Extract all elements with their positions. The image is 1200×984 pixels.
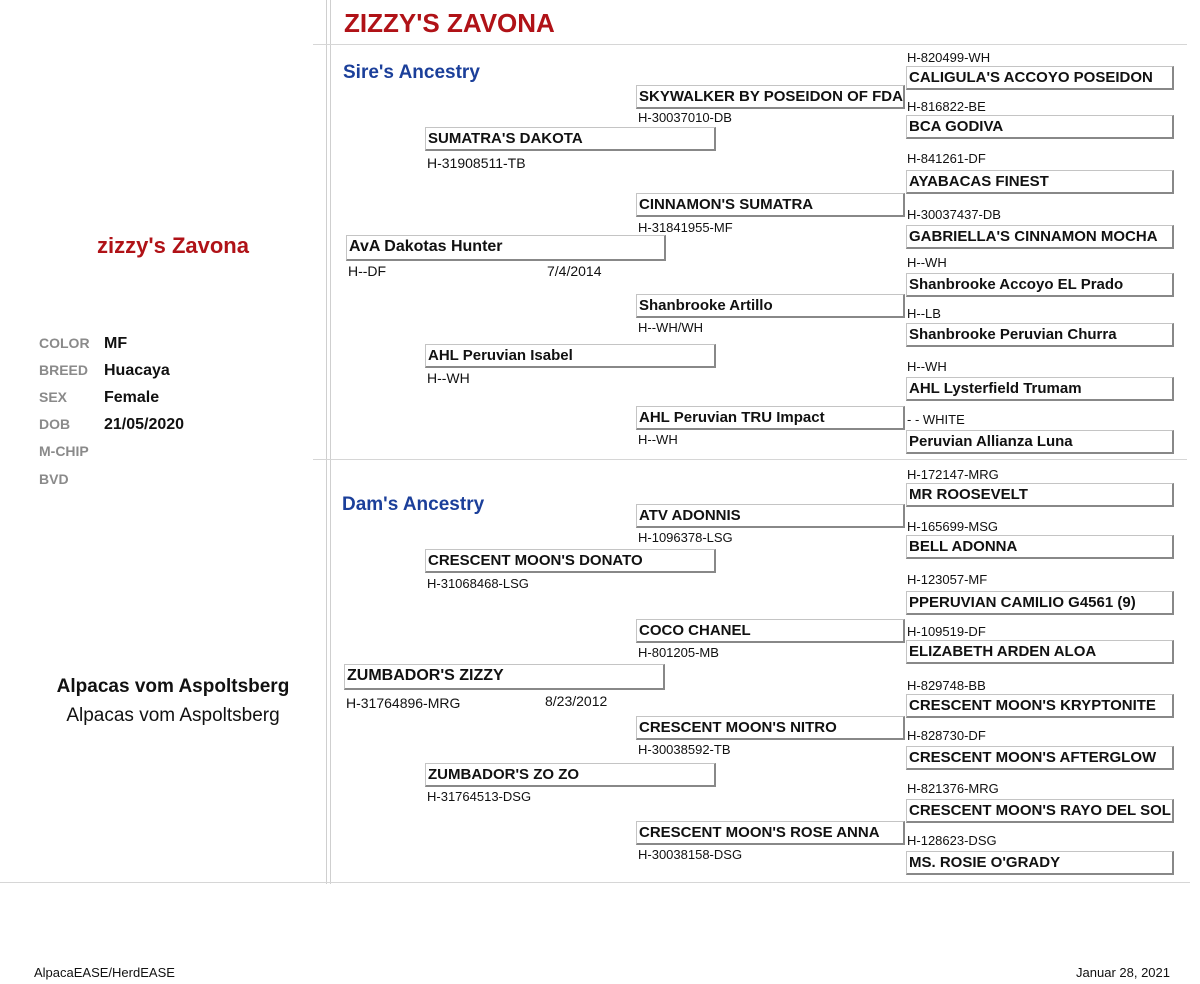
ancestor-box: MS. ROSIE O'GRADY — [906, 851, 1174, 875]
ancestor-box: MR ROOSEVELT — [906, 483, 1174, 507]
ancestor-box: BCA GODIVA — [906, 115, 1174, 139]
ancestor-box: GABRIELLA'S CINNAMON MOCHA — [906, 225, 1174, 249]
ancestor-reg: H-821376-MRG — [907, 781, 999, 796]
ancestor-reg: H-816822-BE — [907, 99, 986, 114]
great-grandparent-box: CRESCENT MOON'S NITRO — [636, 716, 905, 740]
dam-reg: H-31764896-MRG — [346, 695, 461, 711]
sire-reg: H--DF — [348, 263, 387, 279]
grandparent-box: AHL Peruvian Isabel — [425, 344, 716, 368]
ancestor-reg: H-165699-MSG — [907, 519, 999, 534]
great-grandparent-box: CRESCENT MOON'S ROSE ANNA — [636, 821, 905, 845]
great-grandparent-box: CINNAMON'S SUMATRA — [636, 193, 905, 217]
bvd-label: BVD — [39, 471, 69, 487]
sire-name-box: AvA Dakotas Hunter — [346, 235, 666, 261]
great-grandparent-box: COCO CHANEL — [636, 619, 905, 643]
ancestor-reg: H-829748-BB — [907, 678, 986, 693]
grandparent-reg: H-31068468-LSG — [427, 576, 529, 591]
sex-label: SEX — [39, 389, 68, 405]
great-grandparent-reg: H--WH/WH — [638, 320, 703, 335]
footer-date: Januar 28, 2021 — [1076, 965, 1170, 980]
divider-vertical-2 — [330, 0, 331, 884]
ancestor-box: BELL ADONNA — [906, 535, 1174, 559]
divider-bottom — [0, 882, 1190, 883]
ancestor-box: PPERUVIAN CAMILIO G4561 (9) — [906, 591, 1174, 615]
dam-ancestry-heading: Dam's Ancestry — [342, 494, 485, 515]
ancestor-box: CALIGULA'S ACCOYO POSEIDON — [906, 66, 1174, 90]
ancestor-box: Shanbrooke Accoyo EL Prado — [906, 273, 1174, 297]
ancestor-reg: H-820499-WH — [907, 50, 991, 65]
great-grandparent-box: ATV ADONNIS — [636, 504, 905, 528]
ancestor-reg: H-172147-MRG — [907, 467, 999, 482]
divider-vertical-1 — [326, 0, 327, 884]
great-grandparent-box: AHL Peruvian TRU Impact — [636, 406, 905, 430]
dam-name-box: ZUMBADOR'S ZIZZY — [344, 664, 665, 690]
sex-value: Female — [104, 389, 160, 406]
great-grandparent-reg: H-30038592-TB — [638, 742, 731, 757]
great-grandparent-reg: H--WH — [638, 432, 678, 447]
mchip-label: M-CHIP — [39, 443, 89, 459]
ancestor-reg: H-123057-MF — [907, 572, 988, 587]
grandparent-box: CRESCENT MOON'S DONATO — [425, 549, 716, 573]
page-title: ZIZZY'S ZAVONA — [344, 8, 555, 38]
ancestor-box: CRESCENT MOON'S AFTERGLOW — [906, 746, 1174, 770]
sire-ancestry-heading: Sire's Ancestry — [343, 62, 480, 83]
great-grandparent-reg: H-801205-MB — [638, 645, 719, 660]
great-grandparent-reg: H-31841955-MF — [638, 220, 733, 235]
grandparent-reg: H-31764513-DSG — [427, 789, 532, 804]
breeder-farm: Alpacas vom Aspoltsberg — [66, 705, 280, 726]
ancestor-box: AYABACAS FINEST — [906, 170, 1174, 194]
great-grandparent-reg: H-30038158-DSG — [638, 847, 743, 862]
grandparent-reg: H--WH — [427, 370, 470, 386]
color-value: MF — [104, 335, 128, 352]
footer-software: AlpacaEASE/HerdEASE — [34, 965, 175, 980]
ancestor-box: CRESCENT MOON'S RAYO DEL SOL — [906, 799, 1174, 823]
ancestor-box: ELIZABETH ARDEN ALOA — [906, 640, 1174, 664]
ancestor-reg: H-128623-DSG — [907, 833, 997, 848]
great-grandparent-reg: H-1096378-LSG — [638, 530, 733, 545]
dob-value: 21/05/2020 — [104, 416, 185, 433]
ancestor-reg: H-841261-DF — [907, 151, 986, 166]
ancestor-reg: H-109519-DF — [907, 624, 986, 639]
ancestor-box: Shanbrooke Peruvian Churra — [906, 323, 1174, 347]
grandparent-box: ZUMBADOR'S ZO ZO — [425, 763, 716, 787]
ancestor-box: CRESCENT MOON'S KRYPTONITE — [906, 694, 1174, 718]
breed-value: Huacaya — [104, 362, 170, 379]
breed-label: BREED — [39, 362, 89, 378]
ancestor-reg: H--LB — [907, 306, 941, 321]
grandparent-reg: H-31908511-TB — [427, 155, 526, 171]
ancestor-box: Peruvian Allianza Luna — [906, 430, 1174, 454]
ancestor-reg: - - WHITE — [907, 412, 965, 427]
great-grandparent-reg: H-30037010-DB — [638, 110, 732, 125]
ancestor-reg: H-30037437-DB — [907, 207, 1001, 222]
ancestor-reg: H--WH — [907, 255, 947, 270]
great-grandparent-box: SKYWALKER BY POSEIDON OF FDA — [636, 85, 905, 109]
grandparent-box: SUMATRA'S DAKOTA — [425, 127, 716, 151]
great-grandparent-box: Shanbrooke Artillo — [636, 294, 905, 318]
divider-sire-dam — [313, 459, 1187, 460]
sire-dob: 7/4/2014 — [547, 263, 602, 279]
ancestor-box: AHL Lysterfield Trumam — [906, 377, 1174, 401]
dob-label: DOB — [39, 416, 71, 432]
ancestor-reg: H--WH — [907, 359, 947, 374]
divider-title — [313, 44, 1187, 45]
animal-name: zizzy's Zavona — [97, 233, 249, 258]
breeder-name: Alpacas vom Aspoltsberg — [56, 676, 290, 697]
ancestor-reg: H-828730-DF — [907, 728, 986, 743]
color-label: COLOR — [39, 335, 90, 351]
dam-dob: 8/23/2012 — [545, 693, 608, 709]
